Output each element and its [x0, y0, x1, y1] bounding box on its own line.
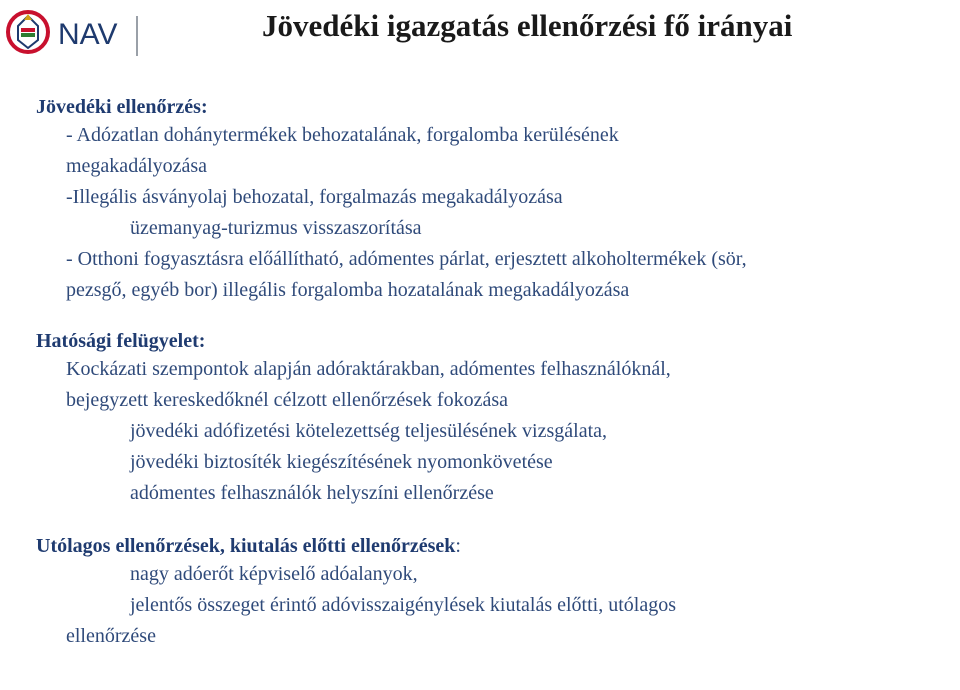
section-heading-post-checks [36, 533, 956, 559]
list-item: adómentes felhasználók helyszíni ellenőrzése [130, 482, 494, 504]
list-item: jelentős összeget érintő adóvisszaigénylések kiutalás előtti, utólagos [130, 594, 676, 616]
logo-text: NAV [58, 18, 118, 51]
slide-content [36, 94, 956, 652]
logo-divider [136, 16, 138, 56]
list-item: - Adózatlan dohánytermékek behozatalának, forgalomba kerülésének [66, 124, 619, 146]
section-heading-post-checks-text: Utólagos ellenőrzések, kiutalás előtti ellenőrzések [36, 535, 456, 557]
list-item: megakadályozása [66, 155, 208, 177]
list-item: üzemanyag-turizmus visszaszorítása [130, 217, 422, 239]
section-heading-post-checks-suffix: : [455, 535, 461, 557]
list-item: pezsgő, egyéb bor) illegális forgalomba hozatalának megakadályozása [66, 279, 630, 301]
list-item: nagy adóerőt képviselő adóalanyok, [130, 563, 418, 585]
section-heading-supervision: Hatósági felügyelet: [36, 330, 206, 352]
page-title: Jövedéki igazgatás ellenőrzési fő irányai [262, 8, 793, 43]
list-item: -Illegális ásványolaj behozatal, forgalmazás megakadályozása [66, 186, 563, 208]
section-heading-excise: Jövedéki ellenőrzés: [36, 96, 208, 118]
list-item: jövedéki biztosíték kiegészítésének nyomonkövetése [130, 451, 553, 473]
nav-logo [4, 4, 144, 60]
list-item: ellenőrzése [66, 625, 156, 647]
list-item: - Otthoni fogyasztásra előállítható, adómentes párlat, erjesztett alkoholtermékek (sör, [66, 248, 747, 270]
list-item: jövedéki adófizetési kötelezettség teljesülésének vizsgálata, [130, 420, 608, 442]
nav-emblem-icon [4, 4, 144, 60]
list-item: bejegyzett kereskedőknél célzott ellenőrzések fokozása [66, 389, 509, 411]
list-item: Kockázati szempontok alapján adóraktárakban, adómentes felhasználóknál, [66, 358, 671, 380]
